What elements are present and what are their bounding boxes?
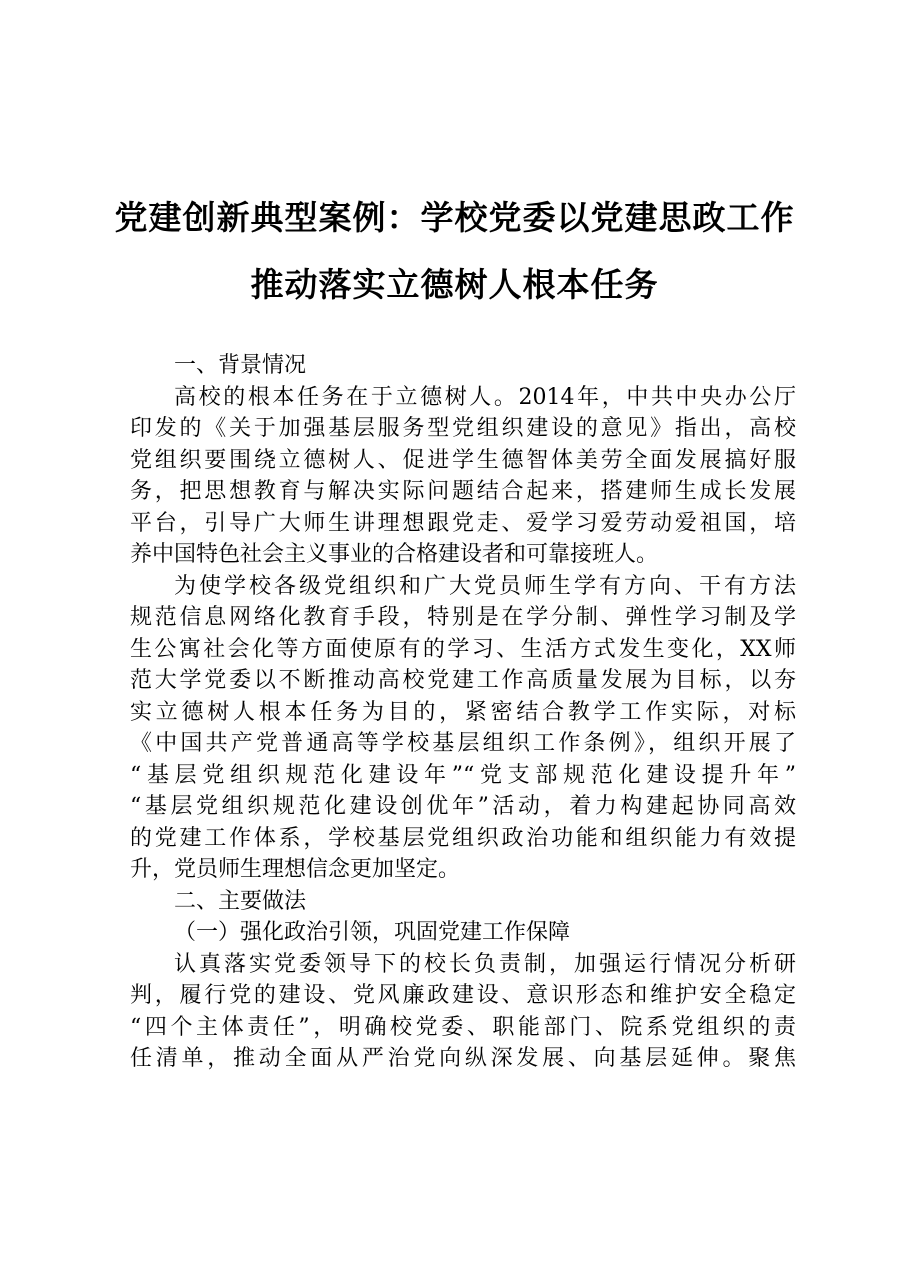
document-title-line-1: 党建创新典型案例：学校党委以党建思政工作 — [114, 198, 795, 237]
body-text-line: （一）强化政治引领，巩固党建工作保障 — [174, 920, 571, 945]
body-text-line: 生公寓社会化等方面使原有的学习、生活方式发生变化，XX师 — [130, 636, 796, 662]
body-text-line: 的党建工作体系，学校基层党组织政治功能和组织能力有效提 — [130, 825, 796, 851]
body-text-line: 范大学党委以不断推动高校党建工作高质量发展为目标，以夯 — [130, 668, 796, 693]
body-text-line: 养中国特色社会主义事业的合格建设者和可靠接班人。 — [130, 542, 659, 567]
body-text-line: 为使学校各级党组织和广大党员师生学有方向、干有方法 — [174, 573, 796, 599]
body-text-line: 《中国共产党普通高等学校基层组织工作条例》，组织开展了 — [130, 731, 796, 756]
body-text-line: 认真落实党委领导下的校长负责制，加强运行情况分析研 — [174, 951, 796, 977]
body-text-line: “基层党组织规范化建设创优年”活动，着力构建起协同高效 — [130, 794, 796, 819]
body-text-line: 务，把思想教育与解决实际问题结合起来，搭建师生成长发展 — [130, 479, 796, 504]
body-text-line: 判，履行党的建设、党风廉政建设、意识形态和维护安全稳定 — [130, 983, 796, 1008]
body-text-line: 一、背景情况 — [174, 353, 307, 378]
body-text-line: 党组织要围绕立德树人、促进学生德智体美劳全面发展搞好服 — [130, 447, 796, 473]
document-body — [130, 350, 796, 1075]
body-text-line: 平台，引导广大师生讲理想跟党走、爱学习爱劳动爱祖国，培 — [130, 510, 796, 536]
body-text-line: 印发的《关于加强基层服务型党组织建设的意见》指出，高校 — [130, 416, 796, 441]
body-text-line: 二、主要做法 — [174, 888, 307, 914]
body-text-line: 规范信息网络化教育手段，特别是在学分制、弹性学习制及学 — [130, 605, 796, 630]
document-title-line-2: 推动落实立德树人根本任务 — [250, 265, 659, 304]
body-text-line: 升，党员师生理想信念更加坚定。 — [130, 857, 461, 882]
body-text-line: 实立德树人根本任务为目的，紧密结合教学工作实际，对标 — [130, 699, 796, 725]
body-text-line: 高校的根本任务在于立德树人。2014年，中共中央办公厅 — [174, 384, 796, 410]
body-text-line: “基层党组织规范化建设年”“党支部规范化建设提升年” — [130, 762, 796, 788]
body-text-line: 任清单，推动全面从严治党向纵深发展、向基层延伸。聚焦 — [130, 1046, 796, 1071]
body-text-line: “四个主体责任”，明确校党委、职能部门、院系党组织的责 — [130, 1014, 796, 1040]
